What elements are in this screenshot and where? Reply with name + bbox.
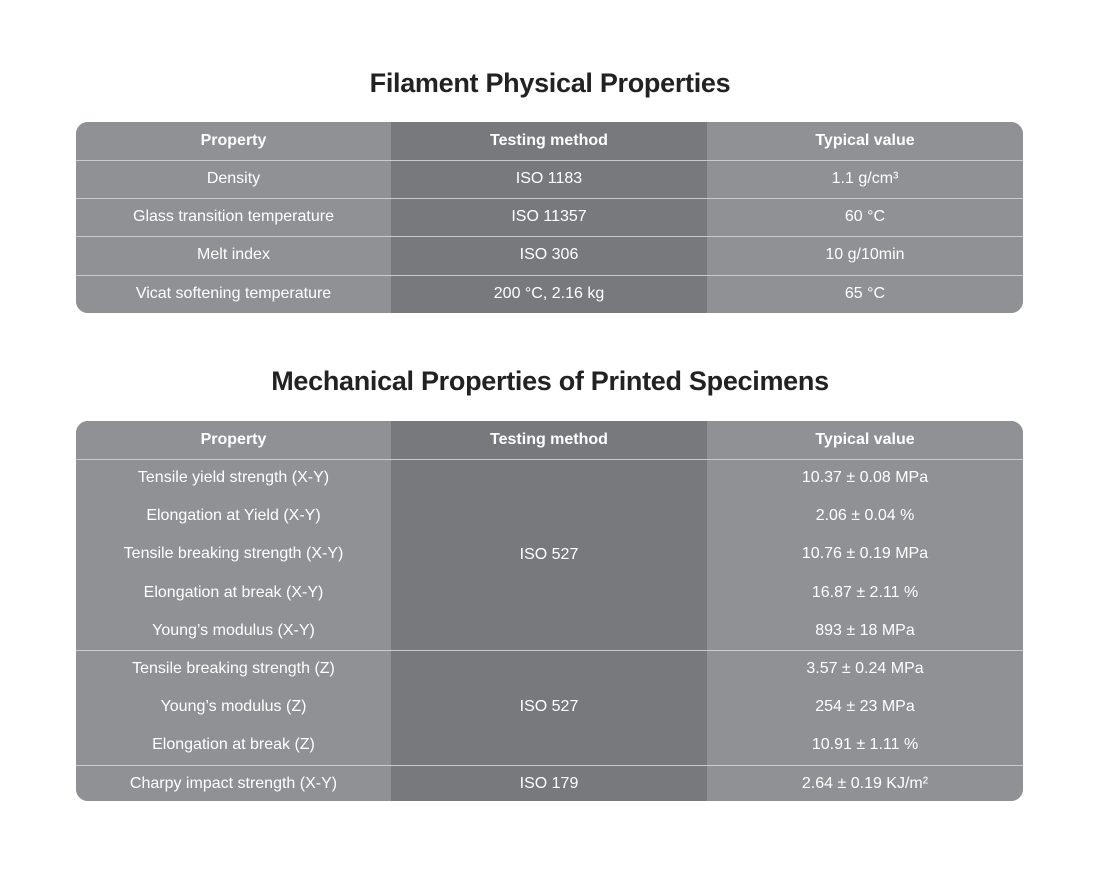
method-cell: ISO 527 bbox=[519, 698, 579, 715]
physical-properties-table bbox=[76, 122, 1023, 313]
property-cell: Elongation at break (X-Y) bbox=[143, 583, 324, 601]
value-cell: 60 °C bbox=[844, 208, 886, 226]
method-cell: ISO 527 bbox=[519, 546, 579, 563]
value-cell: 10 g/10min bbox=[825, 246, 905, 264]
mechanical-properties-title: Mechanical Properties of Printed Specimens bbox=[271, 366, 829, 396]
property-cell: Density bbox=[206, 170, 261, 187]
method-cell: ISO 179 bbox=[519, 774, 579, 792]
value-cell: 10.37 ± 0.08 MPa bbox=[801, 469, 929, 486]
property-cell: Young’s modulus (Z) bbox=[160, 698, 307, 716]
property-cell: Melt index bbox=[197, 246, 270, 264]
value-cell: 2.64 ± 0.19 KJ/m² bbox=[801, 774, 929, 792]
property-cell: Elongation at break (Z) bbox=[152, 736, 315, 754]
property-cell: Tensile breaking strength (X-Y) bbox=[123, 545, 344, 563]
physical-properties-title: Filament Physical Properties bbox=[369, 68, 731, 98]
column-header: Testing method bbox=[490, 431, 608, 448]
value-cell: 65 °C bbox=[844, 284, 886, 302]
property-cell: Elongation at Yield (X-Y) bbox=[146, 507, 321, 525]
property-cell: Tensile yield strength (X-Y) bbox=[137, 469, 330, 486]
method-cell: ISO 1183 bbox=[515, 170, 583, 187]
value-cell: 10.76 ± 0.19 MPa bbox=[801, 545, 929, 563]
method-cell: 200 °C, 2.16 kg bbox=[493, 284, 605, 302]
value-cell: 1.1 g/cm³ bbox=[831, 170, 899, 187]
method-cell: ISO 306 bbox=[519, 246, 579, 264]
column-header: Typical value bbox=[815, 431, 915, 448]
property-cell: Tensile breaking strength (Z) bbox=[132, 660, 335, 677]
property-cell: Charpy impact strength (X-Y) bbox=[129, 774, 338, 792]
property-cell: Young’s modulus (X-Y) bbox=[152, 621, 315, 639]
column-header: Property bbox=[200, 431, 267, 448]
property-cell: Glass transition temperature bbox=[133, 208, 334, 226]
value-cell: 10.91 ± 1.11 % bbox=[811, 736, 919, 754]
property-cell: Vicat softening temperature bbox=[135, 284, 332, 302]
value-cell: 3.57 ± 0.24 MPa bbox=[806, 660, 924, 677]
value-cell: 2.06 ± 0.04 % bbox=[815, 507, 915, 525]
column-header: Property bbox=[200, 132, 267, 149]
column-header: Typical value bbox=[815, 132, 915, 149]
column-header: Testing method bbox=[490, 132, 608, 149]
method-cell: ISO 11357 bbox=[511, 208, 587, 226]
value-cell: 254 ± 23 MPa bbox=[815, 698, 915, 716]
mechanical-properties-table bbox=[76, 421, 1023, 801]
value-cell: 893 ± 18 MPa bbox=[815, 621, 915, 639]
value-cell: 16.87 ± 2.11 % bbox=[811, 583, 919, 601]
